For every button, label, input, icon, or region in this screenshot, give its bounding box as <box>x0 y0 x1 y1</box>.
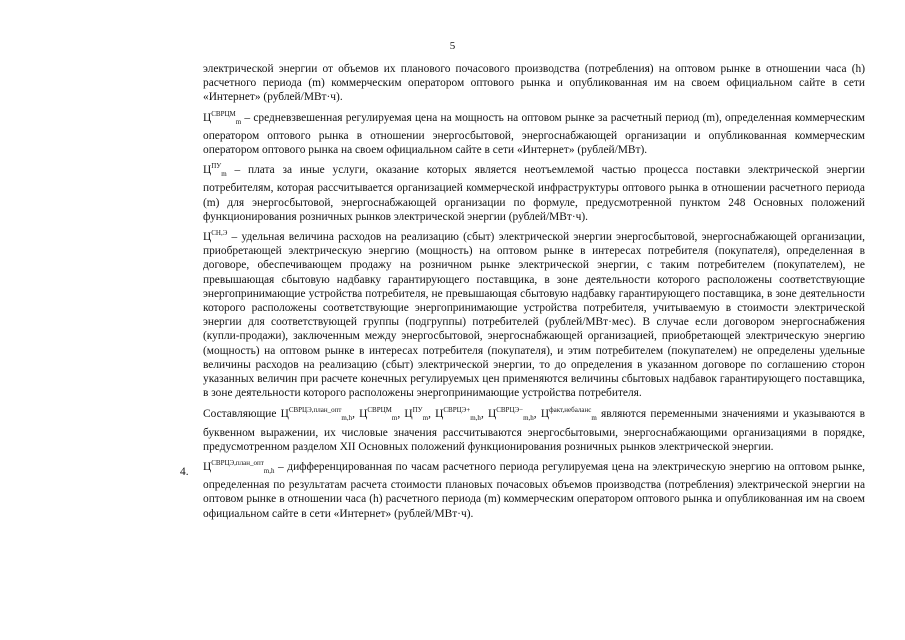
symbol-sn-e: $Ц^{СН,Э}$ <box>203 229 228 244</box>
paragraph-continuation: электрической энергии от объемов их планового почасового производства (потребления) на оптовом рынке в отношении часа (h) расчетного периода (m) коммерческим оператором оптового рынка и опубликованная им на своем официальном сайте в сети «Интернет» (рублей/МВт·ч). <box>203 63 865 104</box>
item-number: 4. <box>180 466 189 478</box>
definition-sn-e: $Ц^{СН,Э}$ – удельная величина расходов на реализацию (сбыт) электрической энергии энергосбытовой, энергоснабжающей организации, приобретающей электрическую энергию (мощность) на оптовом рынке в интересах потребителя (покупателя), определенная в договоре, обеспечивающем продажу на розничном рынке электрической энергии, с таким потребителем (покупателем), не превышающая сбытовую надбавку гарантирующего поставщика, в зоне деятельности которого расположены соответствующие энергопринимающие устройства потребителя, не превышающая сбытовую надбавку гарантирующего поставщика, в зоне деятельности которого расположены соответствующие энергопринимающие устройства потребителя, учитываемую в стоимости электрической энергии для соответствующей группы (подгруппы) потребителей (рублей/МВт·мес). В случае если договором энергоснабжения (купли-продажи), заключенным между энергосбытовой, энергоснабжающей организацией, приобретающей электрическую энергию (мощность) на оптовом рынке в интересах потребителя (покупателя), и этим потребителем (покупателем) не определены удельные величины расходов на реализацию (сбыт) электрической энергии, то до определения в указанном договоре по соглашению сторон указанных величин при расчете конечных регулируемых цен применяются величины сбытовых надбавок гарантирующего поставщика, в зоне деятельности которого расположены энергопринимающие устройства потребителя. <box>203 229 865 400</box>
symbol-pu-2: $Ц^{ПУ}_m$ <box>404 406 429 423</box>
page-number: 5 <box>449 40 456 52</box>
symbol-svrce-plan: $Ц^{СВРЦЭ,план\_опт}_{m,h}$ <box>280 406 353 423</box>
symbol-svrce-minus: $Ц^{СВРЦЭ-}_{m,h}$ <box>487 406 534 423</box>
definition-svrcm: $Ц^{СВРЦМ}_m$ – средневзвешенная регулируемая цена на мощность на оптовом рынке за расчетный период (m), определенная коммерческим оператором оптового рынка в отношении энергосбытовой, энергоснабжающей организации и опубликованная коммерческим оператором оптового рынка на своем официальном сайте в сети «Интернет» (рублей/МВт). <box>203 109 865 157</box>
definition-svrce-plan: $Ц^{СВРЦЭ,план\_опт}_{m,h}$ – дифференцированная по часам расчетного периода регулируемая цена на электрическую энергию на оптовом рынке, определенная по результатам расчета стоимости плановых почасовых объемов производства (потребления) электрической энергии на оптовом рынке в отношении часа (h) расчетного периода (m) коммерческим оператором оптового рынка и опубликованная им на своем официальном сайте в сети «Интернет» (рублей/МВт·ч). <box>203 459 865 520</box>
symbol-svrcm-2: $Ц^{СВРЦМ}_m$ <box>359 406 398 423</box>
symbol-svrcm: $Ц^{СВРЦМ}_m$ <box>203 109 242 126</box>
symbol-svrce-plus: $Ц^{СВРЦЭ+}_{m,h}$ <box>435 406 481 423</box>
symbol-svrce-plan-def: $Ц^{СВРЦЭ,план\_опт}_{m,h}$ <box>203 459 275 476</box>
symbol-pu: $Ц^{ПУ}_m$ <box>203 162 227 179</box>
definition-pu: $Ц^{ПУ}_m$ – плата за иные услуги, оказание которых является неотъемлемой частью процесса поставки электрической энергии потребителям, которая рассчитывается организацией коммерческой инфраструктуры оптового рынка в отношении расчетного периода (m) для энергосбытовой, энергоснабжающей организации по формуле, предусмотренной пунктом 248 Основных положений функционирования розничных рынков электрической энергии (рублей/МВт·ч). <box>203 162 865 223</box>
symbol-fakt-nebalans: $Ц^{факт,небаланс}_m$ <box>540 406 597 423</box>
item-4-paragraph: Составляющие $Ц^{СВРЦЭ,план\_опт}_{m,h}$, $Ц^{СВРЦМ}_m$, $Ц^{ПУ}_m$, $Ц^{СВРЦЭ+}_{m,h}$, $Ц^{СВРЦЭ-}_{m,h}$, $Ц^{факт,небаланс}_m$ являются переменными значениями и указываются в буквенном выражении, их числовые значения рассчитываются энергосбытовыми, энергоснабжающими организациями в порядке, предусмотренном разделом XII Основных положений функционирования розничных рынков электрической энергии. <box>203 406 865 453</box>
document-body <box>203 62 865 523</box>
